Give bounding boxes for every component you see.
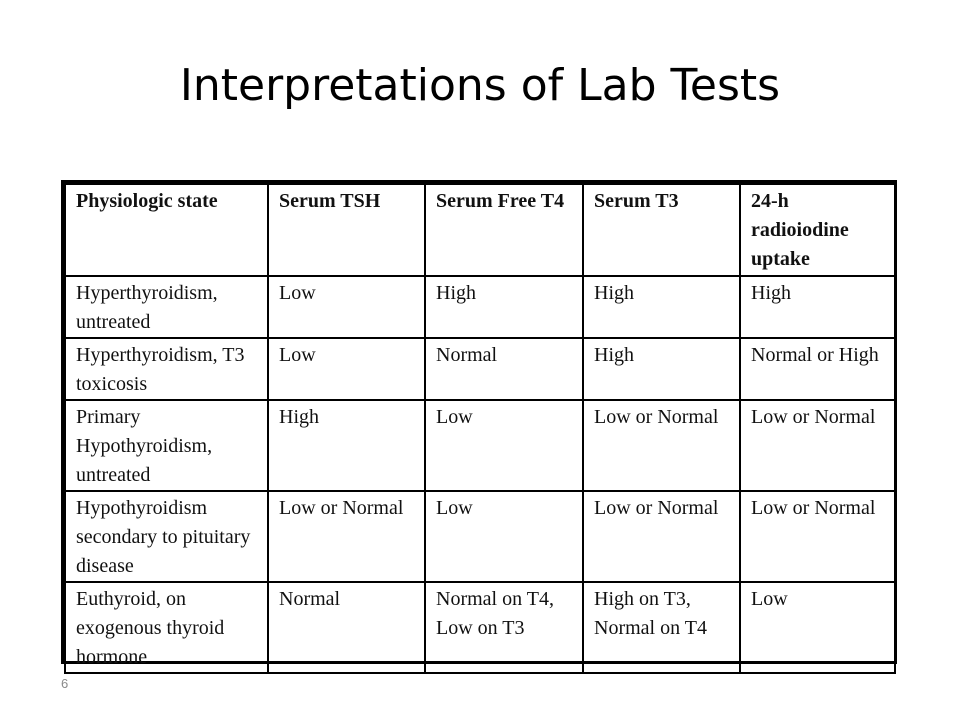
cell-radioiodine-uptake: Normal or High [740, 338, 895, 400]
table-row [65, 400, 895, 491]
cell-serum-free-t4: High [425, 276, 583, 338]
cell-serum-tsh: Low or Normal [268, 491, 425, 582]
cell-physiologic-state: Euthyroid, on exogenous thyroid hormone [65, 582, 268, 673]
page-number: 6 [61, 676, 69, 691]
cell-physiologic-state: Hyperthyroidism, T3 toxicosis [65, 338, 268, 400]
table-row [65, 276, 895, 338]
table-header-row [65, 184, 895, 276]
header-serum-t3: Serum T3 [583, 184, 740, 276]
cell-radioiodine-uptake: Low or Normal [740, 400, 895, 491]
lab-tests-table [64, 183, 896, 674]
cell-serum-tsh: Low [268, 338, 425, 400]
cell-physiologic-state: Hypothyroidism secondary to pituitary disease [65, 491, 268, 582]
table-row [65, 582, 895, 673]
cell-radioiodine-uptake: Low [740, 582, 895, 673]
header-serum-tsh: Serum TSH [268, 184, 425, 276]
header-radioiodine-uptake: 24-h radioiodine uptake [740, 184, 895, 276]
cell-serum-free-t4: Normal [425, 338, 583, 400]
cell-physiologic-state: Primary Hypothyroidism, untreated [65, 400, 268, 491]
cell-serum-t3: Low or Normal [583, 400, 740, 491]
cell-serum-t3: High [583, 338, 740, 400]
cell-physiologic-state: Hyperthyroidism, untreated [65, 276, 268, 338]
cell-serum-tsh: Low [268, 276, 425, 338]
cell-serum-tsh: High [268, 400, 425, 491]
cell-serum-tsh: Normal [268, 582, 425, 673]
table-row [65, 338, 895, 400]
cell-serum-t3: High [583, 276, 740, 338]
table-row [65, 491, 895, 582]
cell-serum-free-t4: Low [425, 491, 583, 582]
cell-serum-t3: High on T3, Normal on T4 [583, 582, 740, 673]
header-serum-free-t4: Serum Free T4 [425, 184, 583, 276]
header-physiologic-state: Physiologic state [65, 184, 268, 276]
lab-tests-table-container [61, 180, 897, 668]
cell-radioiodine-uptake: High [740, 276, 895, 338]
slide-title: Interpretations of Lab Tests [179, 60, 781, 111]
cell-serum-t3: Low or Normal [583, 491, 740, 582]
cell-radioiodine-uptake: Low or Normal [740, 491, 895, 582]
cell-serum-free-t4: Normal on T4, Low on T3 [425, 582, 583, 673]
cell-serum-free-t4: Low [425, 400, 583, 491]
